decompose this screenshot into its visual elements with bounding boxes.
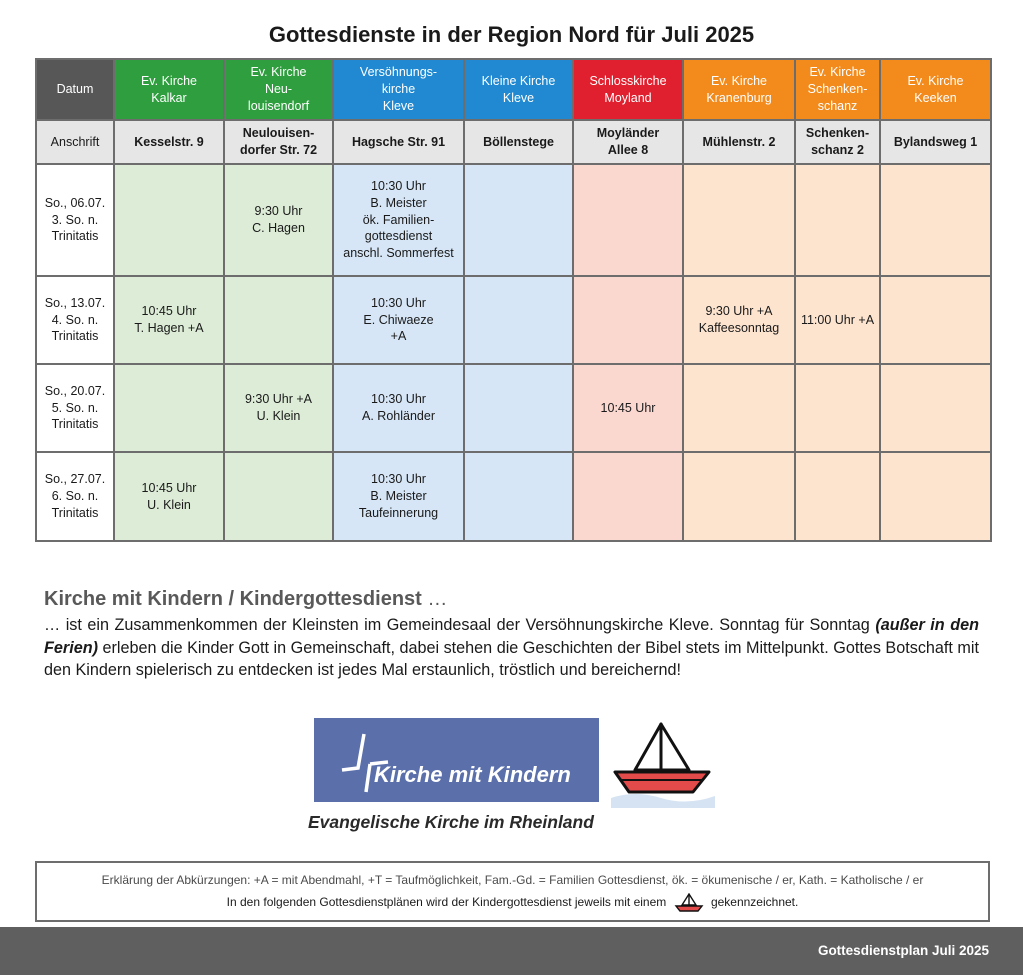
- boat-icon: [605, 720, 721, 810]
- service-cell: [880, 276, 991, 364]
- service-schedule-table: [35, 58, 992, 542]
- address-cell: Böllenstege: [464, 120, 573, 164]
- datum-header: Datum: [36, 59, 114, 120]
- table-row: [36, 452, 991, 541]
- date-cell: So., 20.07. 5. So. n. Trinitatis: [36, 364, 114, 452]
- service-cell: [683, 452, 795, 541]
- service-cell: [795, 164, 880, 276]
- service-cell: [464, 164, 573, 276]
- service-cell: [573, 452, 683, 541]
- church-header-neulouisendorf: Ev. Kirche Neu- louisendorf: [224, 59, 333, 120]
- service-cell: 10:30 Uhr B. Meister Taufeinnerung: [333, 452, 464, 541]
- logo-text: Kirche mit Kindern: [374, 762, 571, 787]
- church-header-kalkar: Ev. Kirche Kalkar: [114, 59, 224, 120]
- kids-text-part2: erleben die Kinder Gott in Gemeinschaft, dabei stehen die Geschichten der Bibel stets im Mittelpunkt. Gottes Botschaft mit den Kindern spielerisch zu entdecken ist jedes Mal erstaunlich, tröstlich und bereichernd!: [44, 638, 979, 679]
- kids-section-heading: [44, 588, 447, 611]
- footer-title: Gottesdienstplan Juli 2025: [817, 943, 989, 958]
- address-cell: Mühlenstr. 2: [683, 120, 795, 164]
- kids-text-part1: … ist ein Zusammenkommen der Kleinsten im Gemeindesaal der Versöhnungskirche Kleve. Sonntag für Sonntag: [44, 616, 876, 634]
- service-cell: [464, 452, 573, 541]
- abbreviation-legend: [35, 861, 990, 922]
- service-cell: [573, 276, 683, 364]
- service-cell: [224, 276, 333, 364]
- service-cell: 10:30 Uhr E. Chiwaeze +A: [333, 276, 464, 364]
- kids-description: [44, 614, 979, 682]
- service-cell: 10:30 Uhr A. Rohländer: [333, 364, 464, 452]
- address-cell: Schenken- schanz 2: [795, 120, 880, 164]
- service-cell: [795, 364, 880, 452]
- service-cell: [114, 364, 224, 452]
- address-row: [36, 120, 991, 164]
- legend-note-after: gekennzeichnet.: [710, 895, 799, 910]
- legend-note-before: In den folgenden Gottesdienstplänen wird der Kindergottesdienst jeweils mit einem: [226, 895, 667, 910]
- service-cell: [114, 164, 224, 276]
- address-cell: Hagsche Str. 91: [333, 120, 464, 164]
- service-cell: 11:00 Uhr +A: [795, 276, 880, 364]
- service-cell: [573, 164, 683, 276]
- kids-heading-ellipsis: …: [421, 588, 448, 610]
- service-cell: 9:30 Uhr C. Hagen: [224, 164, 333, 276]
- address-cell: Bylandsweg 1: [880, 120, 991, 164]
- anschrift-label: Anschrift: [36, 120, 114, 164]
- service-cell: [683, 364, 795, 452]
- service-cell: 10:45 Uhr U. Klein: [114, 452, 224, 541]
- legend-boat-note: [37, 893, 988, 913]
- table-row: [36, 276, 991, 364]
- church-header-keeken: Ev. Kirche Keeken: [880, 59, 991, 120]
- table-row: [36, 164, 991, 276]
- service-cell: [795, 452, 880, 541]
- legend-abbreviations: Erklärung der Abkürzungen: +A = mit Abendmahl, +T = Taufmöglichkeit, Fam.-Gd. = Familien Gottesdienst, ök. = ökumenische / er, Kath. = Katholische / er: [101, 873, 924, 887]
- kirche-mit-kindern-logo: [314, 718, 599, 802]
- church-header-row: [36, 59, 991, 120]
- church-header-schlosskirche: Schlosskirche Moyland: [573, 59, 683, 120]
- service-cell: 9:30 Uhr +A U. Klein: [224, 364, 333, 452]
- church-header-schenkenschanz: Ev. Kirche Schenken- schanz: [795, 59, 880, 120]
- service-cell: [880, 364, 991, 452]
- date-cell: So., 13.07. 4. So. n. Trinitatis: [36, 276, 114, 364]
- service-cell: [464, 276, 573, 364]
- address-cell: Moyländer Allee 8: [573, 120, 683, 164]
- church-header-kranenburg: Ev. Kirche Kranenburg: [683, 59, 795, 120]
- service-cell: [880, 452, 991, 541]
- address-cell: Kesselstr. 9: [114, 120, 224, 164]
- church-header-versoehnungskirche: Versöhnungs- kirche Kleve: [333, 59, 464, 120]
- service-cell: [224, 452, 333, 541]
- logo-subtitle: Evangelische Kirche im Rheinland: [308, 812, 594, 832]
- date-cell: So., 27.07. 6. So. n. Trinitatis: [36, 452, 114, 541]
- service-cell: 9:30 Uhr +A Kaffeesonntag: [683, 276, 795, 364]
- page-title: Gottesdienste in der Region Nord für Juli 2025: [268, 22, 755, 47]
- table-row: [36, 364, 991, 452]
- address-cell: Neulouisen- dorfer Str. 72: [224, 120, 333, 164]
- service-cell: 10:45 Uhr T. Hagen +A: [114, 276, 224, 364]
- service-cell: 10:30 Uhr B. Meister ök. Familien- gottesdienst anschl. Sommerfest: [333, 164, 464, 276]
- service-cell: [464, 364, 573, 452]
- footer-bar: [0, 927, 1023, 975]
- service-cell: 10:45 Uhr: [573, 364, 683, 452]
- kids-text-emphasis: (außer in den Ferien): [44, 616, 979, 657]
- church-header-kleine-kirche: Kleine Kirche Kleve: [464, 59, 573, 120]
- service-cell: [683, 164, 795, 276]
- date-cell: So., 06.07. 3. So. n. Trinitatis: [36, 164, 114, 276]
- boat-icon: [674, 893, 704, 913]
- kids-heading-text: Kirche mit Kindern / Kindergottesdienst: [44, 588, 422, 610]
- service-cell: [880, 164, 991, 276]
